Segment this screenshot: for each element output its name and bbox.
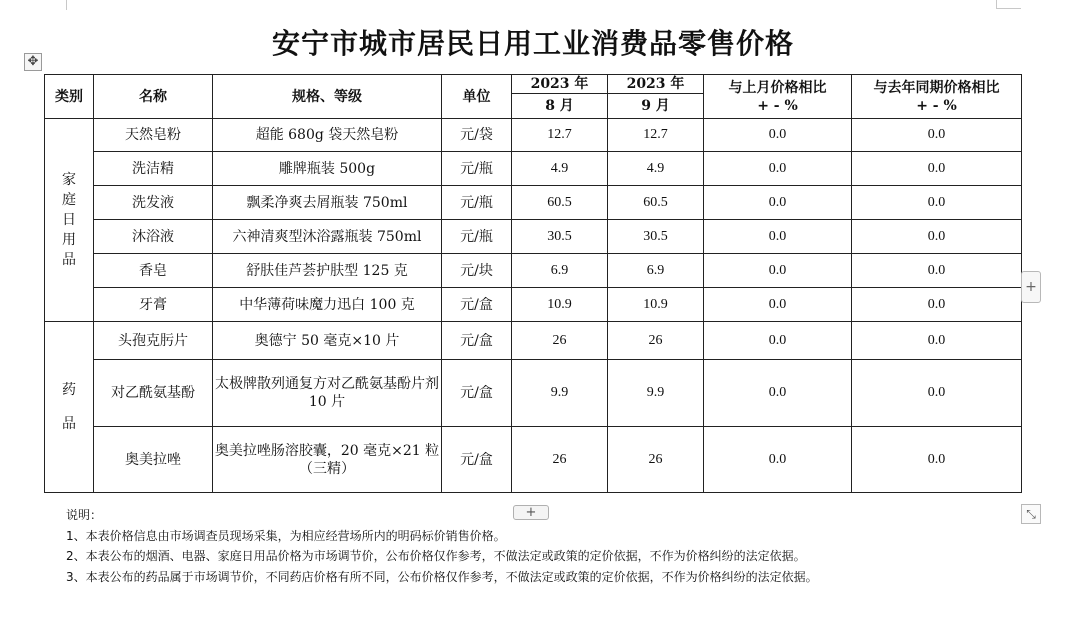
header-prev-month: 8 月 <box>512 94 608 119</box>
cell-mom: 0.0 <box>704 152 852 186</box>
cell-spec: 太极牌散列通复方对乙酰氨基酚片剂 10 片 <box>213 360 442 427</box>
cell-aug: 9.9 <box>512 360 608 427</box>
table-row <box>45 322 1022 360</box>
category-medicine <box>45 322 94 493</box>
category-char: 用 <box>62 232 76 248</box>
header-yoy <box>852 75 1022 119</box>
cell-spec: 六神清爽型沐浴露瓶装 750ml <box>213 220 442 254</box>
cell-name: 头孢克肟片 <box>94 322 213 360</box>
table-row <box>45 186 1022 220</box>
header-yoy-line2: + - % <box>916 97 957 114</box>
cell-unit: 元/瓶 <box>442 186 512 220</box>
category-char: 品 <box>62 416 76 432</box>
cell-name: 洗发液 <box>94 186 213 220</box>
cell-unit: 元/盒 <box>442 322 512 360</box>
cell-aug: 30.5 <box>512 220 608 254</box>
cell-yoy: 0.0 <box>852 288 1022 322</box>
cell-name: 奥美拉唑 <box>94 427 213 493</box>
cell-yoy: 0.0 <box>852 152 1022 186</box>
category-char: 日 <box>62 212 76 228</box>
page-corner-mark-left <box>66 0 67 10</box>
category-char: 药 <box>62 382 76 398</box>
category-char: 品 <box>62 252 76 268</box>
cell-aug: 60.5 <box>512 186 608 220</box>
cell-mom: 0.0 <box>704 288 852 322</box>
notes-section <box>66 505 818 587</box>
category-char: 庭 <box>62 192 76 208</box>
table-row <box>45 254 1022 288</box>
page-title: 安宁市城市居民日用工业消费品零售价格 <box>271 27 794 60</box>
cell-sep: 4.9 <box>608 152 704 186</box>
cell-name: 洗洁精 <box>94 152 213 186</box>
header-unit: 单位 <box>442 75 512 119</box>
notes-heading: 说明： <box>66 508 103 522</box>
cell-name: 沐浴液 <box>94 220 213 254</box>
cell-sep: 30.5 <box>608 220 704 254</box>
cell-spec: 奥美拉唑肠溶胶囊，20 毫克×21 粒（三精） <box>213 427 442 493</box>
cell-aug: 26 <box>512 322 608 360</box>
page-corner-mark-right <box>996 0 1021 9</box>
table-row <box>45 152 1022 186</box>
note-item: 3、本表公布的药品属于市场调节价，不同药店价格有所不同，公布价格仅作参考，不做法定或政策的定价依据，不作为价格纠纷的法定依据。 <box>66 569 818 584</box>
cell-sep: 60.5 <box>608 186 704 220</box>
table-move-handle-icon[interactable]: ✥ <box>24 53 42 71</box>
cell-sep: 26 <box>608 427 704 493</box>
table-resize-handle-icon[interactable]: ⤡ <box>1021 504 1041 524</box>
add-row-button[interactable]: + <box>513 505 549 520</box>
cell-name: 香皂 <box>94 254 213 288</box>
cell-unit: 元/块 <box>442 254 512 288</box>
cell-mom: 0.0 <box>704 360 852 427</box>
header-category: 类别 <box>45 75 94 119</box>
header-row-1 <box>45 75 1022 94</box>
cell-mom: 0.0 <box>704 186 852 220</box>
header-curr-year: 2023 年 <box>608 75 704 94</box>
cell-unit: 元/盒 <box>442 427 512 493</box>
table-row <box>45 220 1022 254</box>
cell-sep: 6.9 <box>608 254 704 288</box>
cell-yoy: 0.0 <box>852 360 1022 427</box>
add-column-button[interactable]: + <box>1021 271 1041 303</box>
header-mom <box>704 75 852 119</box>
header-yoy-line1: 与去年同期价格相比 <box>873 79 1000 96</box>
cell-mom: 0.0 <box>704 119 852 152</box>
cell-aug: 12.7 <box>512 119 608 152</box>
note-item: 1、本表价格信息由市场调查员现场采集，为相应经营场所内的明码标价销售价格。 <box>66 528 506 543</box>
table-row <box>45 119 1022 152</box>
cell-name: 天然皂粉 <box>94 119 213 152</box>
cell-yoy: 0.0 <box>852 427 1022 493</box>
table-row <box>45 288 1022 322</box>
cell-aug: 10.9 <box>512 288 608 322</box>
cell-spec: 奥德宁 50 毫克×10 片 <box>213 322 442 360</box>
header-curr-month: 9 月 <box>608 94 704 119</box>
cell-spec: 舒肤佳芦荟护肤型 125 克 <box>213 254 442 288</box>
cell-aug: 26 <box>512 427 608 493</box>
cell-mom: 0.0 <box>704 254 852 288</box>
cell-sep: 26 <box>608 322 704 360</box>
cell-sep: 10.9 <box>608 288 704 322</box>
cell-yoy: 0.0 <box>852 220 1022 254</box>
cell-sep: 12.7 <box>608 119 704 152</box>
cell-mom: 0.0 <box>704 427 852 493</box>
table-row <box>45 360 1022 427</box>
cell-aug: 4.9 <box>512 152 608 186</box>
cell-unit: 元/袋 <box>442 119 512 152</box>
cell-spec: 雕牌瓶装 500g <box>213 152 442 186</box>
cell-yoy: 0.0 <box>852 186 1022 220</box>
cell-yoy: 0.0 <box>852 254 1022 288</box>
cell-spec: 中华薄荷味魔力迅白 100 克 <box>213 288 442 322</box>
cell-mom: 0.0 <box>704 220 852 254</box>
header-spec: 规格、等级 <box>213 75 442 119</box>
header-mom-line2: + - % <box>757 97 798 114</box>
cell-yoy: 0.0 <box>852 119 1022 152</box>
cell-unit: 元/盒 <box>442 288 512 322</box>
cell-sep: 9.9 <box>608 360 704 427</box>
cell-unit: 元/瓶 <box>442 152 512 186</box>
cell-name: 牙膏 <box>94 288 213 322</box>
table-row <box>45 427 1022 493</box>
cell-yoy: 0.0 <box>852 322 1022 360</box>
header-mom-line1: 与上月价格相比 <box>728 79 827 96</box>
category-household <box>45 119 94 322</box>
header-name: 名称 <box>94 75 213 119</box>
cell-unit: 元/盒 <box>442 360 512 427</box>
cell-aug: 6.9 <box>512 254 608 288</box>
cell-name: 对乙酰氨基酚 <box>94 360 213 427</box>
cell-spec: 飘柔净爽去屑瓶装 750ml <box>213 186 442 220</box>
price-table <box>44 74 1022 493</box>
cell-spec: 超能 680g 袋天然皂粉 <box>213 119 442 152</box>
cell-mom: 0.0 <box>704 322 852 360</box>
note-item: 2、本表公布的烟酒、电器、家庭日用品价格为市场调节价，公布价格仅作参考，不做法定或政策的定价依据，不作为价格纠纷的法定依据。 <box>66 549 806 563</box>
cell-unit: 元/瓶 <box>442 220 512 254</box>
header-prev-year: 2023 年 <box>512 75 608 94</box>
category-char: 家 <box>62 172 76 188</box>
